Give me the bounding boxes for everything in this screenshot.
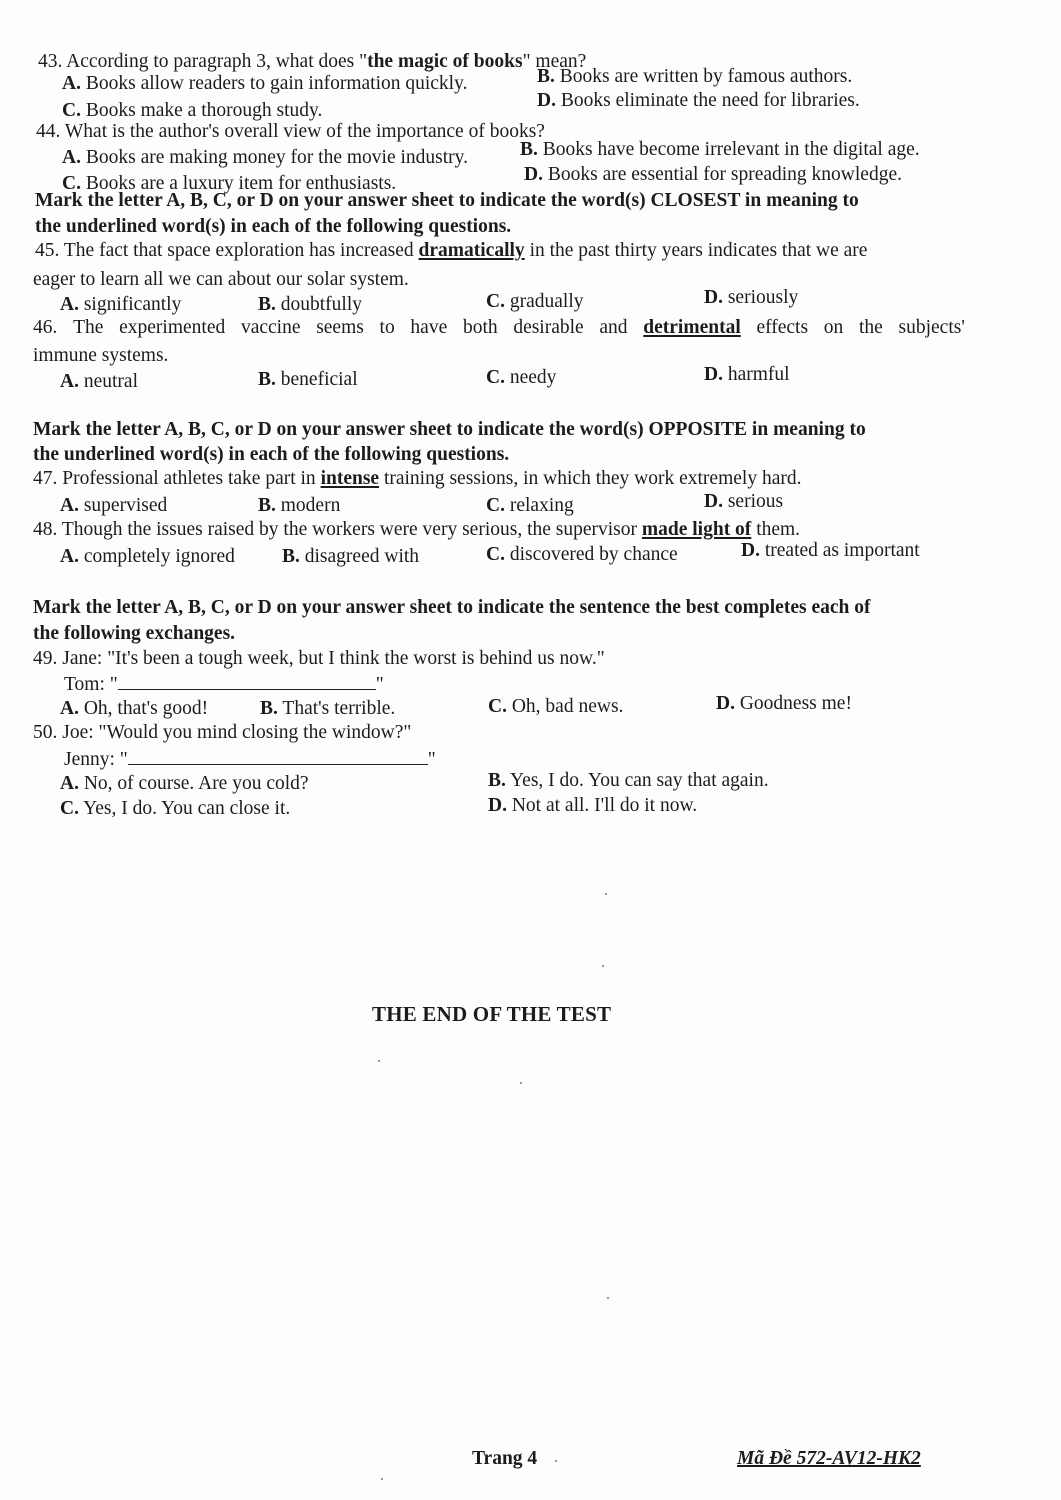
stem-word: subjects' <box>898 317 965 338</box>
option-text: seriously <box>722 287 799 308</box>
question-45-stem-line2: eager to learn all we can about our solar system. <box>33 269 409 290</box>
option-letter: D. <box>704 491 723 512</box>
question-47-option-a[interactable] <box>60 494 167 518</box>
option-text: That's terrible. <box>277 698 396 719</box>
section-closest-instruction-line2: the underlined word(s) in each of the following questions. <box>35 216 512 237</box>
scan-speck <box>520 1082 522 1084</box>
option-text: Books are written by famous authors. <box>554 66 853 87</box>
underlined-word: dramatically <box>418 240 525 261</box>
option-text: Books allow readers to gain information quickly. <box>80 73 468 94</box>
question-48-option-d[interactable] <box>741 539 920 563</box>
question-49-option-a[interactable] <box>60 697 208 721</box>
stem-text: 45. The fact that space exploration has increased <box>35 240 419 261</box>
question-49-response <box>64 673 384 697</box>
option-text: harmful <box>722 364 790 385</box>
option-text: supervised <box>78 495 168 516</box>
question-48-option-a[interactable] <box>60 545 235 569</box>
stem-text: in the past thirty years indicates that we are <box>524 240 868 261</box>
section-exchanges-instruction-line2: the following exchanges. <box>33 623 236 644</box>
option-text: Books make a thorough study. <box>80 100 323 121</box>
option-letter: B. <box>282 546 300 567</box>
option-letter: B. <box>260 698 278 719</box>
option-letter: A. <box>60 698 79 719</box>
question-50-option-b[interactable] <box>488 769 769 793</box>
option-letter: B. <box>258 495 276 516</box>
question-50-option-d[interactable] <box>488 794 697 818</box>
option-text: completely ignored <box>78 546 235 567</box>
stem-text: 43. According to paragraph 3, what does " <box>38 51 368 72</box>
option-letter: B. <box>258 294 276 315</box>
option-text: gradually <box>504 291 584 312</box>
option-letter: C. <box>62 173 81 194</box>
section-opposite-instruction-line2: the underlined word(s) in each of the following questions. <box>33 444 510 465</box>
answer-blank[interactable] <box>118 673 376 690</box>
option-letter: B. <box>520 139 538 160</box>
question-46-stem <box>33 316 965 340</box>
end-of-test-heading: THE END OF THE TEST <box>372 1002 612 1026</box>
option-text: relaxing <box>504 495 574 516</box>
option-text: modern <box>275 495 341 516</box>
option-letter: B. <box>488 770 506 791</box>
stem-word: desirable <box>513 317 584 338</box>
option-letter: C. <box>486 367 505 388</box>
stem-text: them. <box>751 519 801 540</box>
answer-blank[interactable] <box>128 748 428 765</box>
scan-speck <box>381 1478 383 1480</box>
question-44-stem: 44. What is the author's overall view of the importance of books? <box>36 121 545 142</box>
option-text: Oh, bad news. <box>506 696 624 717</box>
stem-word: both <box>462 317 498 338</box>
option-text: Books are essential for spreading knowledge. <box>542 164 902 185</box>
option-text: Books eliminate the need for libraries. <box>555 90 860 111</box>
stem-word: experimented <box>119 317 226 338</box>
option-text: treated as important <box>759 540 920 561</box>
stem-word: vaccine <box>240 317 301 338</box>
option-letter: D. <box>704 364 723 385</box>
option-letter: D. <box>488 795 507 816</box>
question-45-option-d[interactable] <box>704 286 798 310</box>
question-45-option-b[interactable] <box>258 293 362 317</box>
question-47-option-c[interactable] <box>486 494 574 518</box>
question-46-stem-line2: immune systems. <box>33 345 169 366</box>
page-number: Trang 4 <box>472 1448 538 1469</box>
question-49-stem: 49. Jane: "It's been a tough week, but I think the worst is behind us now." <box>33 648 605 669</box>
scan-speck <box>605 893 607 895</box>
section-exchanges-instruction-line1: Mark the letter A, B, C, or D on your answer sheet to indicate the sentence the best completes each of <box>33 597 871 618</box>
option-text: significantly <box>78 294 182 315</box>
option-letter: D. <box>537 90 556 111</box>
option-text: Oh, that's good! <box>78 698 209 719</box>
option-text: disagreed with <box>299 546 420 567</box>
option-letter: A. <box>60 546 79 567</box>
underlined-word: intense <box>320 468 380 489</box>
option-letter: D. <box>704 287 723 308</box>
option-text: Goodness me! <box>734 693 852 714</box>
closing-quote: " <box>375 674 384 695</box>
question-50-stem: 50. Joe: "Would you mind closing the window?" <box>33 722 412 743</box>
question-49-option-c[interactable] <box>488 695 623 719</box>
option-text: needy <box>504 367 557 388</box>
option-text: beneficial <box>275 369 358 390</box>
option-text: serious <box>722 491 784 512</box>
underlined-word: detrimental <box>643 317 741 338</box>
stem-word: effects <box>756 317 809 338</box>
stem-word: seems <box>316 317 364 338</box>
stem-bold-phrase: the magic of books <box>367 51 523 72</box>
question-43-option-b[interactable] <box>537 65 852 89</box>
option-letter: B. <box>537 66 555 87</box>
question-43-option-d[interactable] <box>537 89 860 113</box>
option-letter: A. <box>62 73 81 94</box>
stem-word: and <box>599 317 628 338</box>
option-letter: C. <box>486 291 505 312</box>
stem-word: 46. <box>33 317 58 338</box>
section-opposite-instruction-line1: Mark the letter A, B, C, or D on your answer sheet to indicate the word(s) OPPOSITE in meaning to <box>33 419 866 440</box>
option-text: Books have become irrelevant in the digital age. <box>537 139 920 160</box>
response-label: Tom: " <box>64 674 118 695</box>
question-47-option-b[interactable] <box>258 494 340 518</box>
question-45-option-a[interactable] <box>60 293 181 317</box>
question-43-option-a[interactable] <box>62 72 467 96</box>
question-50-response <box>64 748 436 772</box>
option-letter: C. <box>62 100 81 121</box>
question-46-option-d[interactable] <box>704 363 790 387</box>
option-text: neutral <box>78 371 138 392</box>
question-50-option-a[interactable] <box>60 772 309 796</box>
exam-code: Mã Đề 572-AV12-HK2 <box>737 1448 921 1469</box>
scan-speck <box>602 965 604 967</box>
scan-speck <box>607 1297 609 1299</box>
closing-quote: " <box>427 749 436 770</box>
question-47-stem <box>33 467 801 491</box>
option-text: Yes, I do. You can close it. <box>78 798 291 819</box>
stem-word: to <box>379 317 395 338</box>
question-44-option-a[interactable] <box>62 146 468 170</box>
option-text: doubtfully <box>275 294 363 315</box>
stem-text: 48. Though the issues raised by the workers were very serious, the supervisor <box>33 519 642 540</box>
question-45-stem <box>35 239 867 263</box>
option-letter: A. <box>60 371 79 392</box>
option-letter: A. <box>60 773 79 794</box>
option-text: Yes, I do. You can say that again. <box>505 770 769 791</box>
option-letter: D. <box>716 693 735 714</box>
scan-speck <box>378 1060 380 1062</box>
response-label: Jenny: " <box>64 749 128 770</box>
scan-speck <box>555 1460 557 1462</box>
question-50-option-c[interactable] <box>60 797 290 821</box>
option-text: Not at all. I'll do it now. <box>506 795 698 816</box>
stem-text: " mean? <box>522 51 587 72</box>
stem-word: the <box>858 317 883 338</box>
stem-word: The <box>73 317 104 338</box>
question-46-option-b[interactable] <box>258 368 358 392</box>
question-48-option-b[interactable] <box>282 545 419 569</box>
section-closest-instruction-line1: Mark the letter A, B, C, or D on your answer sheet to indicate the word(s) CLOSEST in meaning to <box>35 190 859 211</box>
underlined-phrase: made light of <box>641 519 752 540</box>
question-47-option-d[interactable] <box>704 490 783 514</box>
option-letter: B. <box>258 369 276 390</box>
option-text: No, of course. Are you cold? <box>78 773 309 794</box>
question-48-stem <box>33 518 800 542</box>
option-letter: C. <box>488 696 507 717</box>
stem-word: on <box>823 317 844 338</box>
option-letter: C. <box>60 798 79 819</box>
option-letter: C. <box>486 495 505 516</box>
question-49-option-b[interactable] <box>260 697 395 721</box>
option-letter: A. <box>60 495 79 516</box>
option-text: discovered by chance <box>504 544 678 565</box>
stem-word: have <box>410 317 448 338</box>
option-letter: D. <box>741 540 760 561</box>
option-letter: A. <box>60 294 79 315</box>
question-44-option-b[interactable] <box>520 138 920 162</box>
question-46-option-a[interactable] <box>60 370 138 394</box>
stem-text: 47. Professional athletes take part in <box>33 468 321 489</box>
question-48-option-c[interactable] <box>486 543 678 567</box>
question-46-option-c[interactable] <box>486 366 556 390</box>
question-45-option-c[interactable] <box>486 290 583 314</box>
option-letter: D. <box>524 164 543 185</box>
question-49-option-d[interactable] <box>716 692 852 716</box>
option-text: Books are a luxury item for enthusiasts. <box>80 173 397 194</box>
question-44-option-d[interactable] <box>524 163 902 187</box>
option-letter: C. <box>486 544 505 565</box>
stem-text: training sessions, in which they work extremely hard. <box>379 468 802 489</box>
option-letter: A. <box>62 147 81 168</box>
option-text: Books are making money for the movie industry. <box>80 147 469 168</box>
question-43-stem <box>38 50 586 74</box>
